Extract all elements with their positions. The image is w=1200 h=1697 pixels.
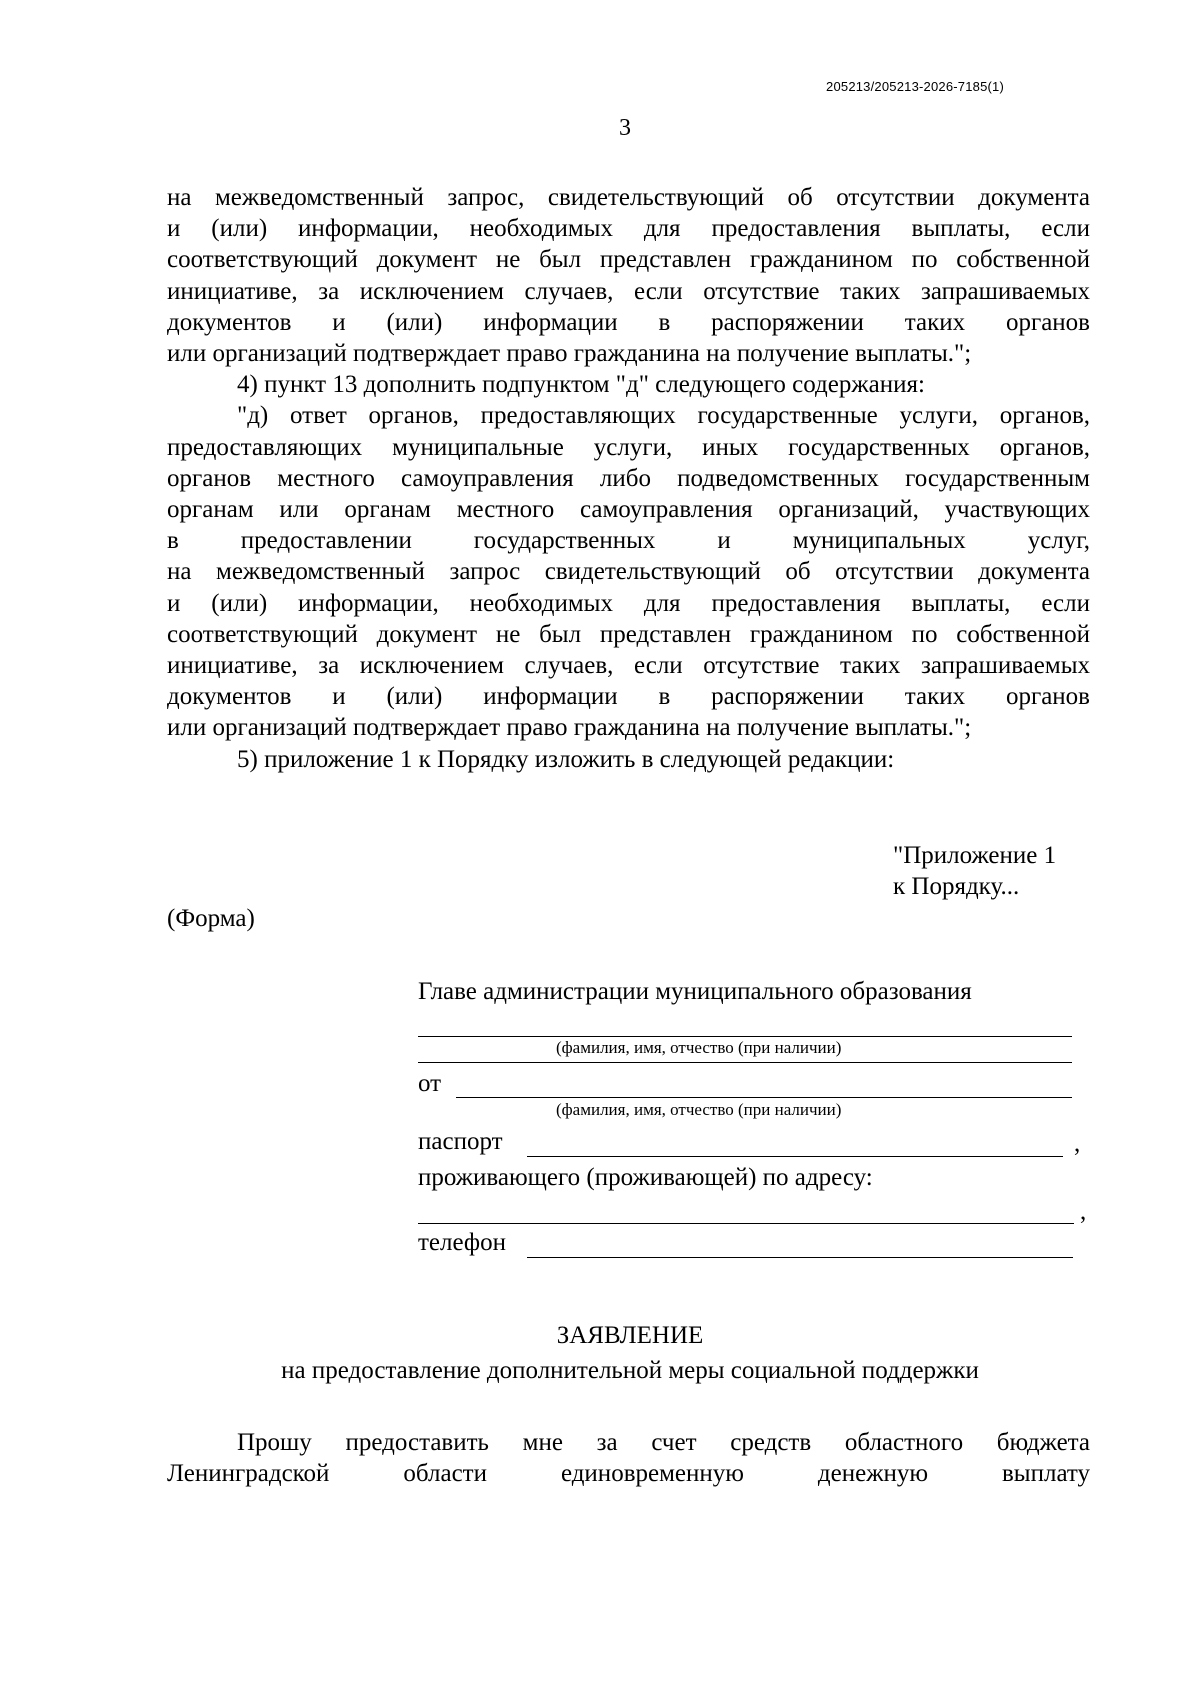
passport-line	[527, 1156, 1063, 1157]
text-line: Прошу предоставить мне за счет средств областного бюджета	[237, 1429, 1090, 1456]
form-label: (Форма)	[167, 905, 255, 932]
passport-label: паспорт	[418, 1128, 503, 1155]
comma: ,	[1080, 1198, 1087, 1225]
appendix-line: "Приложение 1	[893, 842, 1057, 869]
text-line: на межведомственный запрос свидетельствующий об отсутствии документа	[167, 558, 1090, 586]
fio-underline	[418, 1062, 1072, 1063]
appendix-reference	[893, 840, 1056, 902]
text-line: инициативе, за исключением случаев, если отсутствие таких запрашиваемых	[167, 277, 1090, 305]
text-line: соответствующий документ не был представлен гражданином по собственной	[167, 246, 1090, 274]
fio-hint: (фамилия, имя, отчество (при наличии)	[556, 1100, 842, 1119]
appendix-line: к Порядку...	[893, 873, 1020, 900]
page-number: 3	[619, 115, 631, 141]
text-line: предоставляющих муниципальные услуги, иных государственных органов,	[167, 433, 1090, 461]
addressee-line: Главе администрации муниципального образования	[418, 978, 972, 1005]
text-line: органам или органам местного самоуправления организаций, участвующих	[167, 496, 1090, 524]
body-text	[167, 182, 1090, 775]
residing-label: проживающего (проживающей) по адресу:	[418, 1164, 873, 1191]
text-line: в предоставлении государственных и муниципальных услуг,	[167, 527, 1090, 555]
fio-hint: (фамилия, имя, отчество (при наличии)	[556, 1038, 842, 1057]
text-line: Ленинградской области единовременную денежную выплату	[167, 1460, 1090, 1488]
document-id: 205213/205213-2026-7185(1)	[826, 79, 1004, 94]
text-line: или организаций подтверждает право гражданина на получение выплаты.";	[167, 340, 972, 368]
statement-subtitle: на предоставление дополнительной меры социальной поддержки	[281, 1357, 979, 1384]
addressee-name-line	[418, 1036, 1072, 1037]
text-line: или организаций подтверждает право гражданина на получение выплаты.";	[167, 714, 972, 742]
applicant-name-line	[456, 1097, 1072, 1098]
text-line: соответствующий документ не был представлен гражданином по собственной	[167, 620, 1090, 648]
text-line: 4) пункт 13 дополнить подпунктом "д" следующего содержания:	[237, 371, 925, 399]
request-text	[167, 1427, 1090, 1489]
phone-label: телефон	[418, 1229, 506, 1256]
text-line: 5) приложение 1 к Порядку изложить в следующей редакции:	[237, 745, 895, 773]
address-line	[418, 1223, 1074, 1224]
text-line: инициативе, за исключением случаев, если отсутствие таких запрашиваемых	[167, 652, 1090, 680]
text-line: и (или) информации, необходимых для предоставления выплаты, если	[167, 215, 1090, 243]
text-line: документов и (или) информации в распоряжении таких органов	[167, 683, 1090, 711]
text-line: органов местного самоуправления либо подведомственных государственным	[167, 464, 1090, 492]
phone-line	[527, 1257, 1073, 1258]
comma: ,	[1074, 1130, 1081, 1157]
text-line: и (или) информации, необходимых для предоставления выплаты, если	[167, 589, 1090, 617]
from-label: от	[418, 1070, 442, 1097]
text-line: документов и (или) информации в распоряжении таких органов	[167, 308, 1090, 336]
statement-title: ЗАЯВЛЕНИЕ	[556, 1322, 704, 1349]
text-line: "д) ответ органов, предоставляющих государственные услуги, органов,	[237, 402, 1090, 430]
text-line: на межведомственный запрос, свидетельствующий об отсутствии документа	[167, 184, 1090, 211]
